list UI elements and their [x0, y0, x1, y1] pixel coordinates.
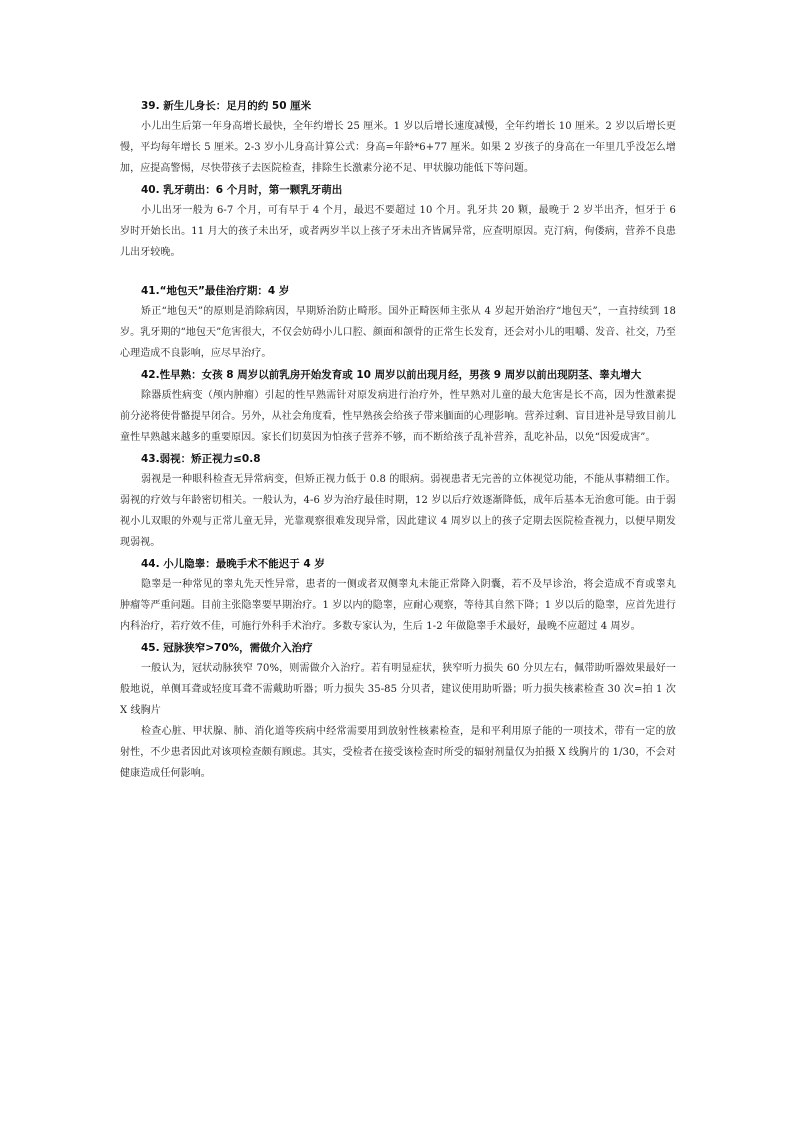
section-spacer [120, 263, 676, 281]
section-paragraph: 小儿出生后第一年身高增长最快，全年约增长 25 厘米。1 岁以后增长速度减慢，全年约增长 10 厘米。2 岁以后增长更慢，平均每年增长 5 厘米。2-3 岁小儿身高计算公式：身高=年龄*6+77 厘米。如果 2 岁孩子的身高在一年里几乎没怎么增加，应提高警惕，尽快带孩子去医院检查，排除生长激素分泌不足、甲状腺功能低下等问题。 [120, 121, 676, 174]
section-paragraph: 一般认为，冠状动脉狭窄 70%，则需做介入治疗。若有明显症状，狭窄听力损失 60 分贝左右，佩带助听器效果最好一般地说，单侧耳聋或轻度耳聋不需戴助听器；听力损失 35-85 分贝者，建议使用助听器；听力损失核素检查 30 次=拍 1 次 X 线胸片 [120, 663, 676, 716]
section-paragraph: 弱视是一种眼科检查无异常病变，但矫正视力低于 0.8 的眼病。弱视患者无完善的立体视觉功能，不能从事精细工作。弱视的疗效与年龄密切相关。一般认为，4-6 岁为治疗最佳时期，12 岁以后疗效逐渐降低，成年后基本无治愈可能。由于弱视小儿双眼的外观与正常儿童无异，光靠观察很难发现异常，因此建议 4 周岁以上的孩子定期去医院检查视力，以便早期发现弱视。 [120, 474, 676, 548]
section-heading: 44. 小儿隐睾：最晚手术不能迟于 4 岁 [141, 558, 325, 570]
section-42 [120, 365, 676, 448]
section-heading: 43.弱视：矫正视力≤0.8 [141, 453, 261, 465]
section-39 [120, 96, 676, 179]
section-44 [120, 554, 676, 637]
document-page [120, 96, 676, 784]
section-43 [120, 449, 676, 553]
section-heading: 41.“地包天”最佳治疗期：4 岁 [141, 285, 290, 297]
section-paragraph: 隐睾是一种常见的睾丸先天性异常，患者的一侧或者双侧睾丸未能正常降入阴囊，若不及早诊治，将会造成不育或睾丸肿瘤等严重问题。目前主张隐睾要早期治疗。1 岁以内的隐睾，应耐心观察，等待其自然下降；1 岁以后的隐睾，应首先进行内科治疗，若疗效不佳，可施行外科手术治疗。多数专家认为，生后 1-2 年做隐睾手术最好，最晚不应超过 4 周岁。 [120, 579, 676, 632]
section-heading: 40. 乳牙萌出：6 个月时，第一颗乳牙萌出 [141, 184, 343, 196]
section-paragraph: 检查心脏、甲状腺、肺、消化道等疾病中经常需要用到放射性核素检查，是和平利用原子能的一项技术，带有一定的放射性，不少患者因此对该项检查颇有顾虑。其实，受检者在接受该检查时所受的辐射剂量仅为拍摄 X 线胸片的 1/30，不会对健康造成任何影响。 [120, 726, 676, 779]
section-40 [120, 180, 676, 263]
section-heading: 39. 新生儿身长：足月的约 50 厘米 [141, 100, 312, 112]
section-heading: 42.性早熟：女孩 8 周岁以前乳房开始发育或 10 周岁以前出现月经，男孩 9 周岁以前出现阴茎、睾丸增大 [141, 369, 642, 381]
section-paragraph: 矫正“地包天”的原则是消除病因，早期矫治防止畸形。国外正畸医师主张从 4 岁起开始治疗“地包天”，一直持续到 18 岁。乳牙期的“地包天”危害很大，不仅会妨碍小儿口腔、颜面和颌骨的正常生长发育，还会对小儿的咀嚼、发音、社交，乃至心理造成不良影响，应尽早治疗。 [120, 306, 676, 359]
section-45 [120, 638, 676, 784]
section-paragraph: 小儿出牙一般为 6-7 个月，可有早于 4 个月，最迟不要超过 10 个月。乳牙共 20 颗，最晚于 2 岁半出齐，恒牙于 6 岁时开始长出。11 月大的孩子未出牙，或者两岁半以上孩子牙未出齐皆属异常，应查明原因。克汀病，佝偻病，营养不良患儿出牙较晚。 [120, 205, 676, 258]
section-41 [120, 281, 676, 364]
section-paragraph: 除器质性病变（颅内肿瘤）引起的性早熟需针对原发病进行治疗外，性早熟对儿童的最大危害是长不高，因为性激素提前分泌将使骨骼提早闭合。另外，从社会角度看，性早熟孩会给孩子带来腼面的心理影响。营养过剩、盲目进补是导致目前儿童性早熟越来越多的重要原因。家长们切莫因为怕孩子营养不够，而不断给孩子乱补营养，乱吃补品，以免“因爱成害”。 [120, 390, 676, 443]
section-heading: 45. 冠脉狭窄>70%，需做介入治疗 [141, 642, 313, 654]
